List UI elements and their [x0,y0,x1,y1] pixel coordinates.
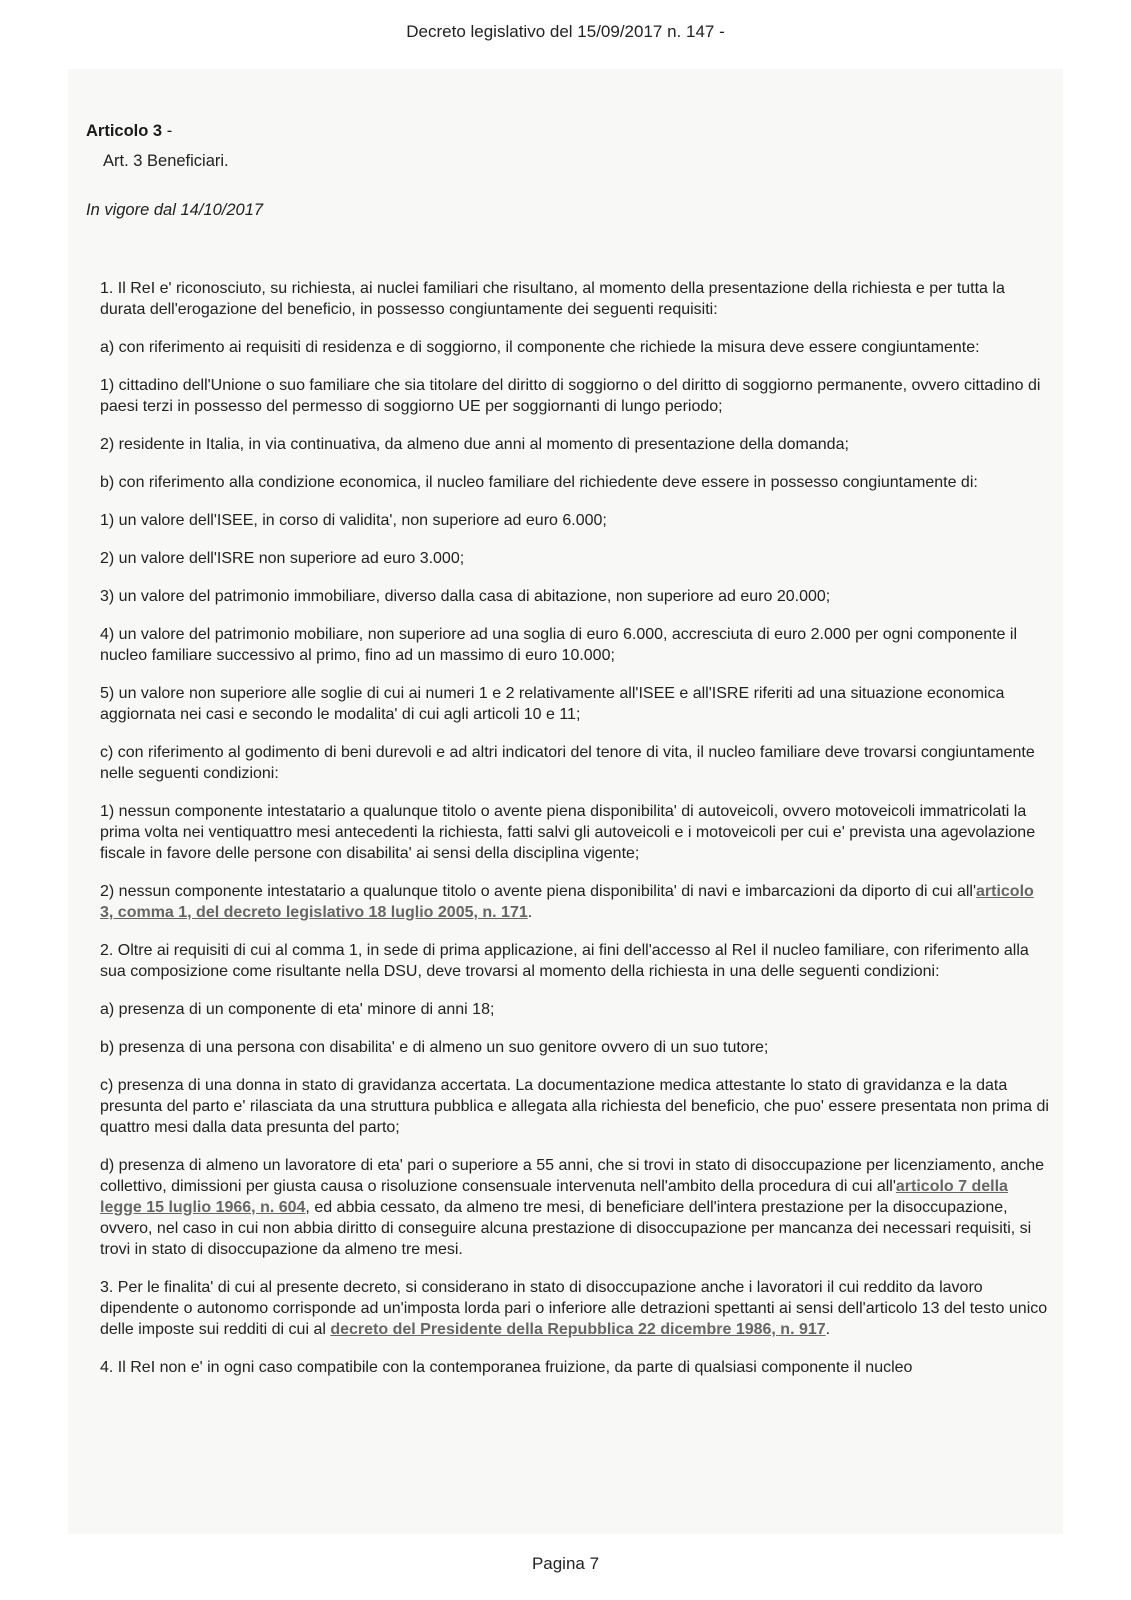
paragraph: 3) un valore del patrimonio immobiliare, diverso dalla casa di abitazione, non superiore ad euro 20.000; [100,588,831,605]
article-body [100,278,1050,1395]
link-dpr-917-1986[interactable]: decreto del Presidente della Repubblica 22 dicembre 1986, n. 917 [330,1321,826,1338]
paragraph-text: 3. Per le finalita' di cui al presente decreto, si considerano in stato di disoccupazione anche i lavoratori il cui reddito da lavoro dipendente o autonomo corrisponde ad un'imposta lorda pari o inferiore alle detrazioni spettanti ai sensi dell'articolo 13 del testo unico delle imposte sui redditi di cui al [100,1279,1048,1338]
paragraph-text: , ed abbia cessato, da almeno tre mesi, di beneficiare dell'intera prestazione per la disoccupazione, ovvero, nel caso in cui non abbia diritto di conseguire alcuna prestazione di disoccupazione per mancanza dei necessari requisiti, si trovi in stato di disoccupazione da almeno tre mesi. [100,1199,1032,1258]
document-panel [68,69,1063,1534]
paragraph: 1) nessun componente intestatario a qualunque titolo o avente piena disponibilita' di autoveicoli, ovvero motoveicoli immatricolati la prima volta nei ventiquattro mesi antecedenti la richiesta, fatti salvi gli autoveicoli e i motoveicoli per cui e' prevista una agevolazione fiscale in favore delle persone con disabilita' ai sensi della disciplina vigente; [100,803,1036,862]
paragraph [100,881,1050,923]
paragraph-text: . [825,1321,831,1338]
paragraph-text: d) presenza di almeno un lavoratore di eta' pari o superiore a 55 anni, che si trovi in stato di disoccupazione per licenziamento, anche collettivo, dimissioni per giusta causa o risoluzione consensuale intervenuta nell'ambito della procedura di cui all' [100,1157,1045,1195]
paragraph: 2) un valore dell'ISRE non superiore ad euro 3.000; [100,550,465,567]
page-header: Decreto legislativo del 15/09/2017 n. 147 - [406,22,725,41]
paragraph: 2. Oltre ai requisiti di cui al comma 1, in sede di prima applicazione, ai fini dell'accesso al ReI il nucleo familiare, con riferimento alla sua composizione come risultante nella DSU, deve trovarsi al momento della richiesta in una delle seguenti condizioni: [100,942,1029,980]
paragraph: 1. Il ReI e' riconosciuto, su richiesta, ai nuclei familiari che risultano, al momento della presentazione della richiesta e per tutta la durata dell'erogazione del beneficio, in possesso congiuntamente dei seguenti requisiti: [100,280,1005,318]
article-subtitle: Art. 3 Beneficiari. [103,152,229,170]
paragraph: 1) un valore dell'ISEE, in corso di validita', non superiore ad euro 6.000; [100,512,607,529]
article-number: Articolo 3 [86,122,163,140]
paragraph: a) presenza di un componente di eta' minore di anni 18; [100,1001,495,1018]
paragraph: a) con riferimento ai requisiti di residenza e di soggiorno, il componente che richiede la misura deve essere congiuntamente: [100,339,980,356]
paragraph: 2) residente in Italia, in via continuativa, da almeno due anni al momento di presentazione della domanda; [100,436,849,453]
paragraph: 1) cittadino dell'Unione o suo familiare che sia titolare del diritto di soggiorno o del diritto di soggiorno permanente, ovvero cittadino di paesi terzi in possesso del permesso di soggiorno UE per soggiornanti di lungo periodo; [100,377,1041,415]
paragraph [100,1277,1050,1340]
paragraph: 4) un valore del patrimonio mobiliare, non superiore ad una soglia di euro 6.000, accresciuta di euro 2.000 per ogni componente il nucleo familiare successivo al primo, fino ad un massimo di euro 10.000; [100,626,1018,664]
paragraph: b) con riferimento alla condizione economica, il nucleo familiare del richiedente deve essere in possesso congiuntamente di: [100,474,978,491]
paragraph: c) presenza di una donna in stato di gravidanza accertata. La documentazione medica attestante lo stato di gravidanza e la data presunta del parto e' rilasciata da una struttura pubblica e allegata alla richiesta del beneficio, che puo' essere presentata non prima di quattro mesi dalla data presunta del parto; [100,1077,1049,1136]
paragraph: 4. Il ReI non e' in ogni caso compatibile con la contemporanea fruizione, da parte di qualsiasi componente il nucleo [100,1359,913,1376]
link-legge-604-1966[interactable]: articolo 7 della legge 15 luglio 1966, n. 604 [100,1178,1008,1216]
paragraph [100,1155,1050,1260]
link-dlgs-171-2005[interactable]: articolo 3, comma 1, del decreto legislativo 18 luglio 2005, n. 171 [100,883,1034,921]
paragraph: 5) un valore non superiore alle soglie di cui ai numeri 1 e 2 relativamente all'ISEE e all'ISRE riferiti ad una situazione economica aggiornata nei casi e secondo le modalita' di cui agli articoli 10 e 11; [100,685,1005,723]
paragraph-text: 2) nessun componente intestatario a qualunque titolo o avente piena disponibilita' di navi e imbarcazioni da diporto di cui all' [100,883,976,900]
paragraph: b) presenza di una persona con disabilita' e di almeno un suo genitore ovvero di un suo tutore; [100,1039,769,1056]
in-force-date: In vigore dal 14/10/2017 [86,201,264,219]
article-heading-suffix: - [162,122,173,140]
article-heading [86,122,172,141]
paragraph-text: . [527,904,533,921]
paragraph: c) con riferimento al godimento di beni durevoli e ad altri indicatori del tenore di vita, il nucleo familiare deve trovarsi congiuntamente nelle seguenti condizioni: [100,744,1035,782]
page-number: Pagina 7 [531,1554,600,1573]
